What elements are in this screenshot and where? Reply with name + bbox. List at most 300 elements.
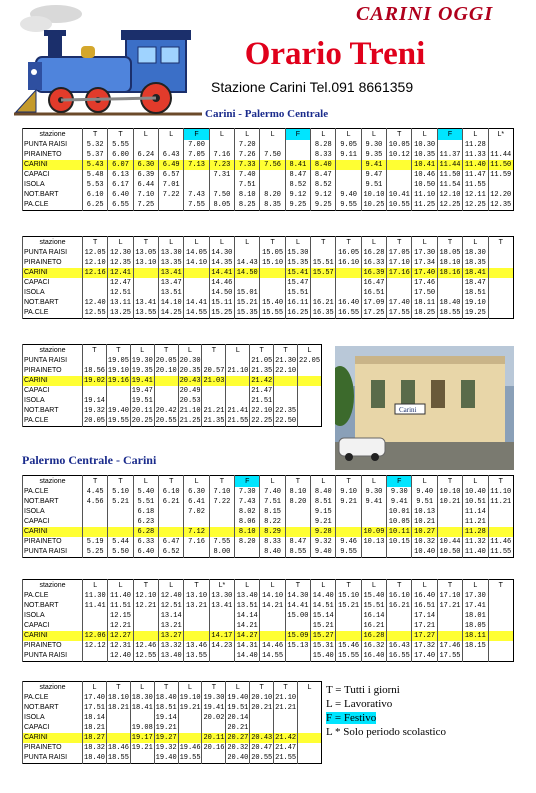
departure-time: 19.32: [84, 407, 106, 415]
departure-time: [488, 278, 514, 288]
departure-time: 8.22: [260, 517, 285, 527]
departure-time: 9.51: [361, 180, 386, 190]
departure-time: [106, 386, 130, 396]
departure-time: 11.41: [83, 601, 108, 611]
departure-time: 18.15: [463, 641, 488, 651]
departure-time: [488, 621, 514, 631]
departure-time: 16.10: [387, 591, 412, 601]
departure-time: [184, 631, 209, 641]
departure-time: 10.32: [412, 537, 437, 547]
departure-time: 10.21: [412, 517, 437, 527]
departure-time: 12.05: [83, 248, 108, 258]
departure-time: 10.11: [387, 527, 412, 537]
departure-time: 15.51: [361, 601, 386, 611]
departure-time: 6.40: [108, 190, 133, 200]
departure-time: 19.40: [155, 754, 177, 762]
departure-time: 9.30: [361, 140, 386, 150]
station-name: PUNTA RAISI: [23, 356, 83, 366]
departure-time: 6.28: [133, 527, 158, 537]
departure-time: 12.31: [108, 641, 133, 651]
header-train-type: T: [83, 237, 108, 249]
station-name: CAPACI: [23, 278, 83, 288]
departure-time: 8.02: [235, 507, 260, 517]
departure-time: 17.46: [437, 641, 462, 651]
table-row: [23, 497, 514, 507]
departure-time: [387, 547, 412, 558]
departure-time: 9.30: [361, 487, 386, 497]
departure-time: 13.32: [159, 641, 184, 651]
departure-time: 16.43: [387, 641, 412, 651]
departure-time: 6.21: [159, 497, 184, 507]
station-name: CAPACI: [23, 386, 83, 396]
departure-time: [387, 288, 412, 298]
station-name: NOT.BART: [23, 298, 83, 308]
departure-time: 10.13: [361, 537, 386, 547]
header-train-type: L: [412, 476, 437, 488]
departure-time: 12.51: [159, 601, 184, 611]
departure-time: 19.21: [155, 724, 177, 732]
legend-item: T = Tutti i giorni: [326, 684, 400, 696]
departure-time: 14.46: [209, 278, 234, 288]
table-row: [23, 308, 514, 319]
departure-time: 8.28: [311, 140, 336, 150]
header-train-type: T: [133, 237, 158, 249]
departure-time: [387, 180, 412, 190]
departure-time: 8.47: [285, 537, 310, 547]
departure-time: 16.35: [311, 308, 336, 319]
departure-time: 9.32: [311, 537, 336, 547]
table-header-row: [23, 476, 514, 488]
departure-time: 10.55: [387, 200, 412, 211]
departure-time: 15.01: [235, 288, 260, 298]
departure-time: 11.10: [412, 190, 437, 200]
header-station: stazione: [23, 682, 83, 694]
header-train-type: T: [184, 580, 209, 592]
header-train-type: L: [226, 345, 250, 357]
departure-time: 19.17: [131, 734, 153, 742]
departure-time: 17.14: [412, 611, 437, 621]
departure-time: 16.51: [361, 288, 386, 298]
header-train-type: L: [311, 476, 336, 488]
station-name: CAPACI: [23, 621, 83, 631]
departure-time: 9.28: [311, 527, 336, 537]
departure-time: 9.11: [336, 150, 361, 160]
departure-time: 16.55: [336, 308, 361, 319]
departure-time: 14.46: [260, 641, 285, 651]
departure-time: [298, 743, 322, 753]
departure-time: 20.35: [179, 367, 201, 375]
departure-time: 10.27: [412, 527, 437, 537]
departure-time: 8.15: [260, 507, 285, 517]
header-train-type: L: [463, 580, 488, 592]
header-train-type: T: [336, 580, 361, 592]
header-train-type: T: [488, 580, 514, 592]
legend-item: L = Lavorativo: [326, 698, 393, 710]
departure-time: 9.41: [361, 497, 386, 507]
header-train-type: T: [488, 476, 514, 488]
departure-time: [387, 631, 412, 641]
departure-time: 15.47: [285, 278, 310, 288]
departure-time: 9.30: [387, 487, 412, 497]
departure-time: [154, 396, 178, 406]
departure-time: 13.25: [108, 308, 133, 319]
station-name: PUNTA RAISI: [23, 547, 83, 558]
departure-time: 14.30: [209, 248, 234, 258]
departure-time: 11.21: [463, 517, 488, 527]
departure-time: 5.44: [108, 537, 133, 547]
departure-time: 7.51: [260, 497, 285, 507]
header-train-type: T: [285, 580, 310, 592]
departure-time: [437, 527, 462, 537]
header-train-type: T: [202, 682, 226, 694]
departure-time: 21.10: [227, 367, 249, 375]
departure-time: 10.05: [387, 517, 412, 527]
departure-time: [336, 160, 361, 170]
departure-time: 14.14: [235, 611, 260, 621]
departure-time: 16.21: [311, 298, 336, 308]
departure-time: 7.20: [235, 140, 260, 150]
header-train-type: T: [336, 476, 361, 488]
departure-time: 18.25: [412, 308, 437, 319]
header-train-type: L*: [209, 580, 234, 592]
departure-time: 20.14: [227, 714, 249, 722]
departure-time: 10.50: [412, 180, 437, 190]
departure-time: [336, 268, 361, 278]
departure-time: [285, 150, 310, 160]
departure-time: 19.25: [463, 308, 488, 319]
svg-text:Carini: Carini: [399, 406, 417, 414]
departure-time: 12.35: [108, 258, 133, 268]
departure-time: 8.05: [209, 200, 234, 211]
departure-time: 7.50: [209, 190, 234, 200]
departure-time: 9.35: [361, 150, 386, 160]
departure-time: [285, 621, 310, 631]
departure-time: 17.30: [412, 248, 437, 258]
departure-time: [488, 258, 514, 268]
departure-time: 22.25: [251, 417, 273, 425]
departure-time: [298, 406, 322, 416]
departure-time: [361, 517, 386, 527]
departure-time: [285, 517, 310, 527]
departure-time: [274, 386, 298, 396]
departure-time: [285, 507, 310, 517]
station-name: PIRAINETO: [23, 641, 83, 651]
departure-time: 21.10: [275, 694, 297, 702]
departure-time: 8.40: [311, 487, 336, 497]
table-row: [23, 160, 514, 170]
departure-time: 20.10: [251, 694, 273, 702]
departure-time: 19.35: [131, 367, 153, 375]
departure-time: 15.51: [285, 288, 310, 298]
departure-time: 12.10: [437, 190, 462, 200]
departure-time: 18.14: [84, 714, 106, 722]
departure-time: 12.25: [437, 200, 462, 211]
departure-time: 11.50: [437, 170, 462, 180]
departure-time: 12.47: [108, 278, 133, 288]
departure-time: 18.40: [155, 694, 177, 702]
departure-time: 16.14: [361, 611, 386, 621]
header-train-type: L: [235, 129, 260, 141]
departure-time: 22.05: [299, 357, 321, 365]
departure-time: 11.33: [463, 150, 488, 160]
departure-time: 9.41: [387, 497, 412, 507]
departure-time: [488, 601, 514, 611]
departure-time: 12.10: [133, 591, 158, 601]
departure-time: [202, 753, 226, 764]
legend-item: L * Solo periodo scolastico: [326, 726, 446, 738]
departure-time: 19.27: [155, 734, 177, 742]
departure-time: 15.51: [311, 258, 336, 268]
departure-time: 7.12: [184, 527, 209, 537]
header-train-type: T: [260, 237, 285, 249]
departure-time: 19.51: [227, 704, 249, 712]
table-row: [23, 190, 514, 200]
departure-time: [336, 631, 361, 641]
departure-time: 11.55: [488, 547, 514, 558]
departure-time: 5.55: [108, 140, 133, 150]
table-row: [23, 376, 322, 386]
departure-time: 15.25: [209, 308, 234, 319]
departure-time: 10.13: [412, 507, 437, 517]
departure-time: 21.25: [179, 417, 201, 425]
departure-time: 12.51: [108, 288, 133, 298]
departure-time: 13.51: [235, 601, 260, 611]
departure-time: [336, 527, 361, 537]
header-train-type: L: [412, 237, 437, 249]
table-row: [23, 753, 322, 764]
departure-time: 14.23: [209, 641, 234, 651]
table-row: [23, 733, 322, 743]
departure-time: [387, 278, 412, 288]
departure-time: [235, 248, 260, 258]
departure-time: 7.33: [235, 160, 260, 170]
departure-time: 5.48: [83, 170, 108, 180]
station-name: NOT.BART: [23, 703, 83, 713]
departure-time: 21.51: [251, 397, 273, 405]
departure-time: 20.43: [251, 734, 273, 742]
table-row: [23, 298, 514, 308]
timetable-carini-palermo-afternoon: [22, 236, 514, 319]
departure-time: [133, 278, 158, 288]
departure-time: 8.10: [235, 190, 260, 200]
departure-time: 7.10: [133, 190, 158, 200]
departure-time: 8.47: [285, 170, 310, 180]
departure-time: [154, 386, 178, 396]
departure-time: 12.55: [83, 308, 108, 319]
departure-time: 10.41: [412, 160, 437, 170]
header-train-type: T: [311, 237, 336, 249]
departure-time: 12.30: [108, 248, 133, 258]
departure-time: 20.21: [251, 704, 273, 712]
departure-time: [202, 396, 226, 406]
departure-time: 13.40: [235, 591, 260, 601]
departure-time: [83, 611, 108, 621]
departure-time: [336, 278, 361, 288]
departure-time: 15.40: [260, 298, 285, 308]
departure-time: 5.25: [83, 547, 108, 558]
departure-time: 6.17: [108, 180, 133, 190]
station-name: PIRAINETO: [23, 366, 83, 376]
departure-time: 20.27: [227, 734, 249, 742]
departure-time: 11.30: [83, 591, 108, 601]
departure-time: [184, 547, 209, 558]
departure-time: 11.28: [463, 140, 488, 150]
departure-time: 14.10: [260, 591, 285, 601]
station-name: PIRAINETO: [23, 743, 83, 753]
departure-time: 13.05: [133, 248, 158, 258]
departure-time: 14.05: [184, 248, 209, 258]
departure-time: 10.10: [361, 190, 386, 200]
header-train-type: T: [274, 345, 298, 357]
header-train-type: T: [336, 237, 361, 249]
header-train-type: T: [108, 129, 133, 141]
departure-time: 21.42: [251, 377, 273, 385]
departure-time: 21.10: [179, 407, 201, 415]
departure-time: 18.55: [107, 754, 129, 762]
departure-time: 10.40: [412, 547, 437, 558]
page-title: Orario Treni: [244, 36, 426, 72]
departure-time: 8.51: [311, 497, 336, 507]
departure-time: [285, 651, 310, 662]
departure-time: 9.40: [336, 190, 361, 200]
departure-time: 11.50: [488, 160, 514, 170]
departure-time: 21.35: [251, 367, 273, 375]
departure-time: 11.40: [463, 160, 488, 170]
departure-time: 8.10: [235, 527, 260, 537]
departure-time: 15.21: [336, 601, 361, 611]
table-row: [23, 288, 514, 298]
header-train-type: L: [133, 476, 158, 488]
station-photo: [335, 346, 514, 470]
departure-time: [285, 527, 310, 537]
departure-time: 16.40: [412, 591, 437, 601]
header-train-type: L: [83, 580, 108, 592]
departure-time: [83, 278, 108, 288]
departure-time: 18.16: [437, 268, 462, 278]
header-train-type: T: [202, 345, 226, 357]
table-row: [23, 621, 514, 631]
departure-time: [250, 713, 274, 723]
header-train-type: F: [235, 476, 260, 488]
departure-time: [463, 651, 488, 662]
station-name: ISOLA: [23, 713, 83, 723]
departure-time: 9.21: [336, 497, 361, 507]
header-train-type: T: [154, 682, 178, 694]
departure-time: 14.10: [184, 258, 209, 268]
departure-time: 19.05: [107, 357, 129, 365]
header-train-type: L: [412, 580, 437, 592]
departure-time: [488, 641, 514, 651]
departure-time: 4.56: [83, 497, 108, 507]
departure-time: 20.55: [155, 417, 177, 425]
departure-time: 10.50: [437, 547, 462, 558]
departure-time: [184, 278, 209, 288]
departure-time: 20.10: [155, 367, 177, 375]
departure-time: [83, 507, 108, 517]
header-train-type: L: [463, 129, 488, 141]
departure-time: 6.33: [133, 537, 158, 547]
departure-time: [209, 180, 234, 190]
table-row: [23, 693, 322, 703]
departure-time: 16.51: [412, 601, 437, 611]
header-train-type: L: [298, 345, 322, 357]
header-train-type: T: [106, 682, 130, 694]
table-row: [23, 547, 514, 558]
header-train-type: T: [285, 476, 310, 488]
departure-time: 22.10: [251, 407, 273, 415]
departure-time: 7.05: [184, 150, 209, 160]
departure-time: 13.55: [184, 651, 209, 662]
departure-time: 15.27: [311, 631, 336, 641]
departure-time: [274, 396, 298, 406]
header-train-type: L: [108, 580, 133, 592]
departure-time: 18.10: [107, 694, 129, 702]
departure-time: [226, 396, 250, 406]
departure-time: [178, 723, 202, 733]
departure-time: 14.25: [159, 308, 184, 319]
header-train-type: L: [108, 237, 133, 249]
departure-time: 18.10: [437, 258, 462, 268]
departure-time: 17.46: [412, 278, 437, 288]
departure-time: 4.45: [83, 487, 108, 497]
departure-time: 19.41: [203, 704, 225, 712]
departure-time: 10.44: [437, 537, 462, 547]
departure-time: 14.40: [235, 651, 260, 662]
departure-time: 11.51: [108, 601, 133, 611]
table-row: [23, 507, 514, 517]
departure-time: [298, 386, 322, 396]
header-train-type: L: [83, 682, 107, 694]
departure-time: [336, 288, 361, 298]
departure-time: 16.33: [361, 258, 386, 268]
departure-time: 19.02: [84, 377, 106, 385]
header-train-type: T: [83, 476, 108, 488]
table-row: [23, 631, 514, 641]
departure-time: 19.55: [179, 754, 201, 762]
departure-time: 12.46: [133, 641, 158, 651]
departure-time: 12.10: [83, 258, 108, 268]
table-row: [23, 180, 514, 190]
departure-time: 7.26: [235, 150, 260, 160]
departure-time: 15.31: [311, 641, 336, 651]
departure-time: 16.11: [285, 298, 310, 308]
departure-time: [202, 386, 226, 396]
departure-time: 22.10: [275, 367, 297, 375]
departure-time: [285, 140, 310, 150]
table-row: [23, 140, 514, 150]
departure-time: 8.33: [311, 150, 336, 160]
departure-time: 10.35: [412, 150, 437, 160]
table-row: [23, 611, 514, 621]
departure-time: 7.16: [184, 537, 209, 547]
departure-time: 7.00: [184, 140, 209, 150]
departure-time: 19.14: [155, 714, 177, 722]
departure-time: [437, 517, 462, 527]
departure-time: 21.55: [227, 417, 249, 425]
departure-time: 6.44: [133, 180, 158, 190]
header-train-type: L: [285, 237, 310, 249]
departure-time: [361, 547, 386, 558]
departure-time: 17.10: [387, 258, 412, 268]
departure-time: 5.10: [108, 487, 133, 497]
header-train-type: L: [361, 237, 386, 249]
departure-time: 20.49: [179, 387, 201, 395]
departure-time: 11.14: [463, 507, 488, 517]
section-heading-carini-palermo: Carini - Palermo Centrale: [205, 108, 329, 120]
departure-time: [133, 631, 158, 641]
station-name: PIRAINETO: [23, 258, 83, 268]
table-row: [23, 723, 322, 733]
